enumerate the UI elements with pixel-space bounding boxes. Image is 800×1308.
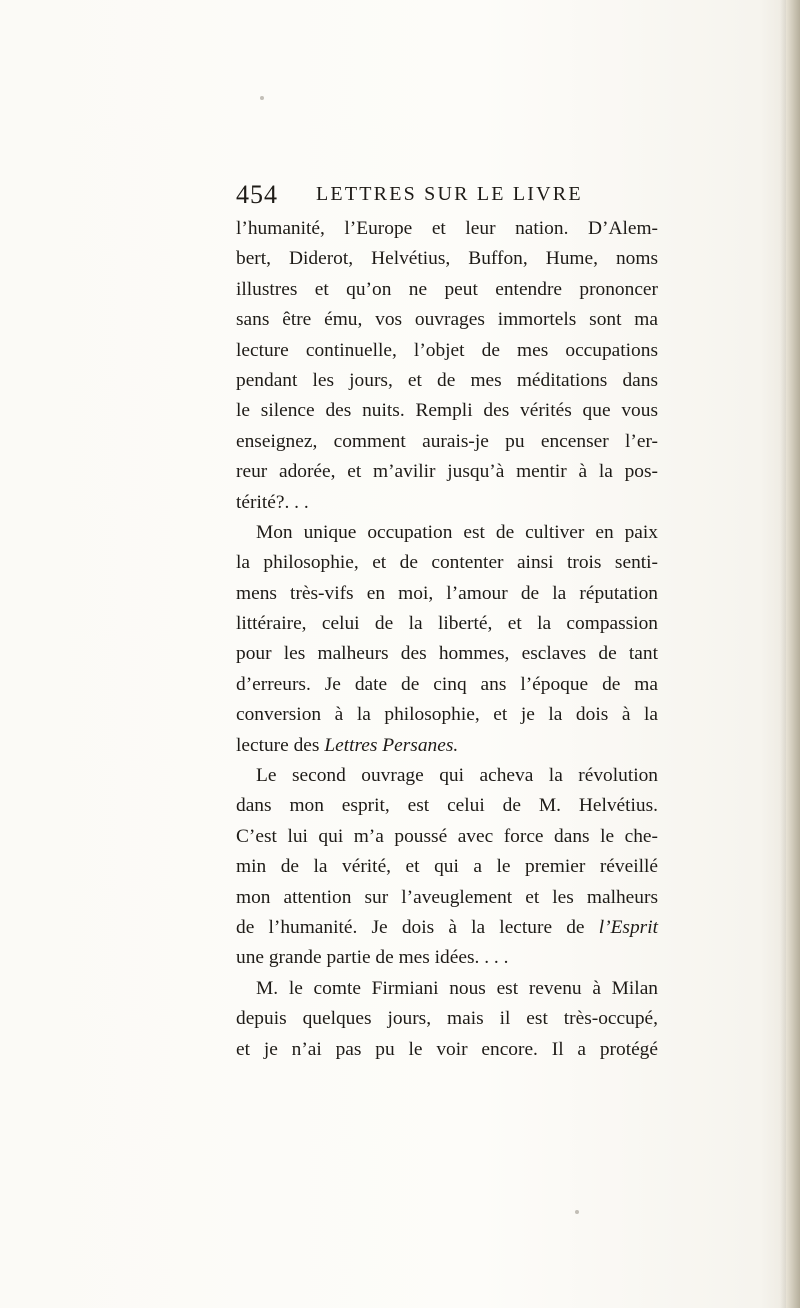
text-line: dans mon esprit, est celui de M. Helvétius.: [236, 795, 658, 817]
text-line: illustres et qu’on ne peut entendre prononcer: [236, 278, 658, 300]
text-line-with-title: [236, 913, 658, 943]
text-line: d’erreurs. Je date de cinq ans l’époque de ma: [236, 673, 658, 695]
page-header: [236, 180, 796, 212]
text-line: térité?. . .: [236, 491, 309, 513]
text-line: mon attention sur l’aveuglement et les malheurs: [236, 886, 658, 908]
text-line: conversion à la philosophie, et je la dois à la: [236, 704, 658, 726]
text-line: lecture continuelle, l’objet de mes occupations: [236, 339, 658, 361]
text-line: Mon unique occupation est de cultiver en paix: [256, 521, 658, 543]
text-line: et je n’ai pas pu le voir encore. Il a protégé: [236, 1038, 658, 1060]
text-line: Le second ouvrage qui acheva la révolution: [256, 765, 658, 787]
text-line: reur adorée, et m’avilir jusqu’à mentir à la pos-: [236, 461, 658, 483]
text-line: bert, Diderot, Helvétius, Buffon, Hume, noms: [236, 248, 658, 270]
text-line: C’est lui qui m’a poussé avec force dans le che-: [236, 825, 658, 847]
text-line: une grande partie de mes idées. . . .: [236, 947, 509, 969]
text-line: la philosophie, et de contenter ainsi trois senti-: [236, 552, 658, 574]
text-line: le silence des nuits. Rempli des vérités que vous: [236, 400, 658, 422]
text-line: enseignez, comment aurais-je pu encenser l’er-: [236, 430, 658, 452]
book-title-lettres-persanes: Lettres Persanes.: [324, 734, 459, 756]
text-line-with-title: [236, 731, 658, 761]
text-line: pour les malheurs des hommes, esclaves de tant: [236, 643, 658, 665]
running-title: LETTRES SUR LE LIVRE: [316, 183, 583, 205]
text-line: l’humanité, l’Europe et leur nation. D’Alem-: [236, 218, 658, 239]
text-line: littéraire, celui de la liberté, et la compassion: [236, 613, 658, 635]
page-number: 454: [236, 180, 278, 209]
text-line: min de la vérité, et qui a le premier réveillé: [236, 856, 658, 878]
text-fragment: de l’humanité. Je dois à la lecture de: [236, 916, 585, 938]
text-line: mens très-vifs en moi, l’amour de la réputation: [236, 582, 658, 604]
book-title-esprit: l’Esprit: [598, 916, 658, 938]
paper-speck: [575, 1210, 579, 1214]
body-text: [236, 214, 658, 1065]
text-line: sans être ému, vos ouvrages immortels sont ma: [236, 309, 658, 331]
text-line: M. le comte Firmiani nous est revenu à Milan: [256, 977, 658, 999]
text-line: pendant les jours, et de mes méditations dans: [236, 369, 658, 391]
text-fragment: lecture des: [236, 734, 320, 756]
text-line: depuis quelques jours, mais il est très-occupé,: [236, 1008, 658, 1030]
paper-speck: [260, 96, 264, 100]
